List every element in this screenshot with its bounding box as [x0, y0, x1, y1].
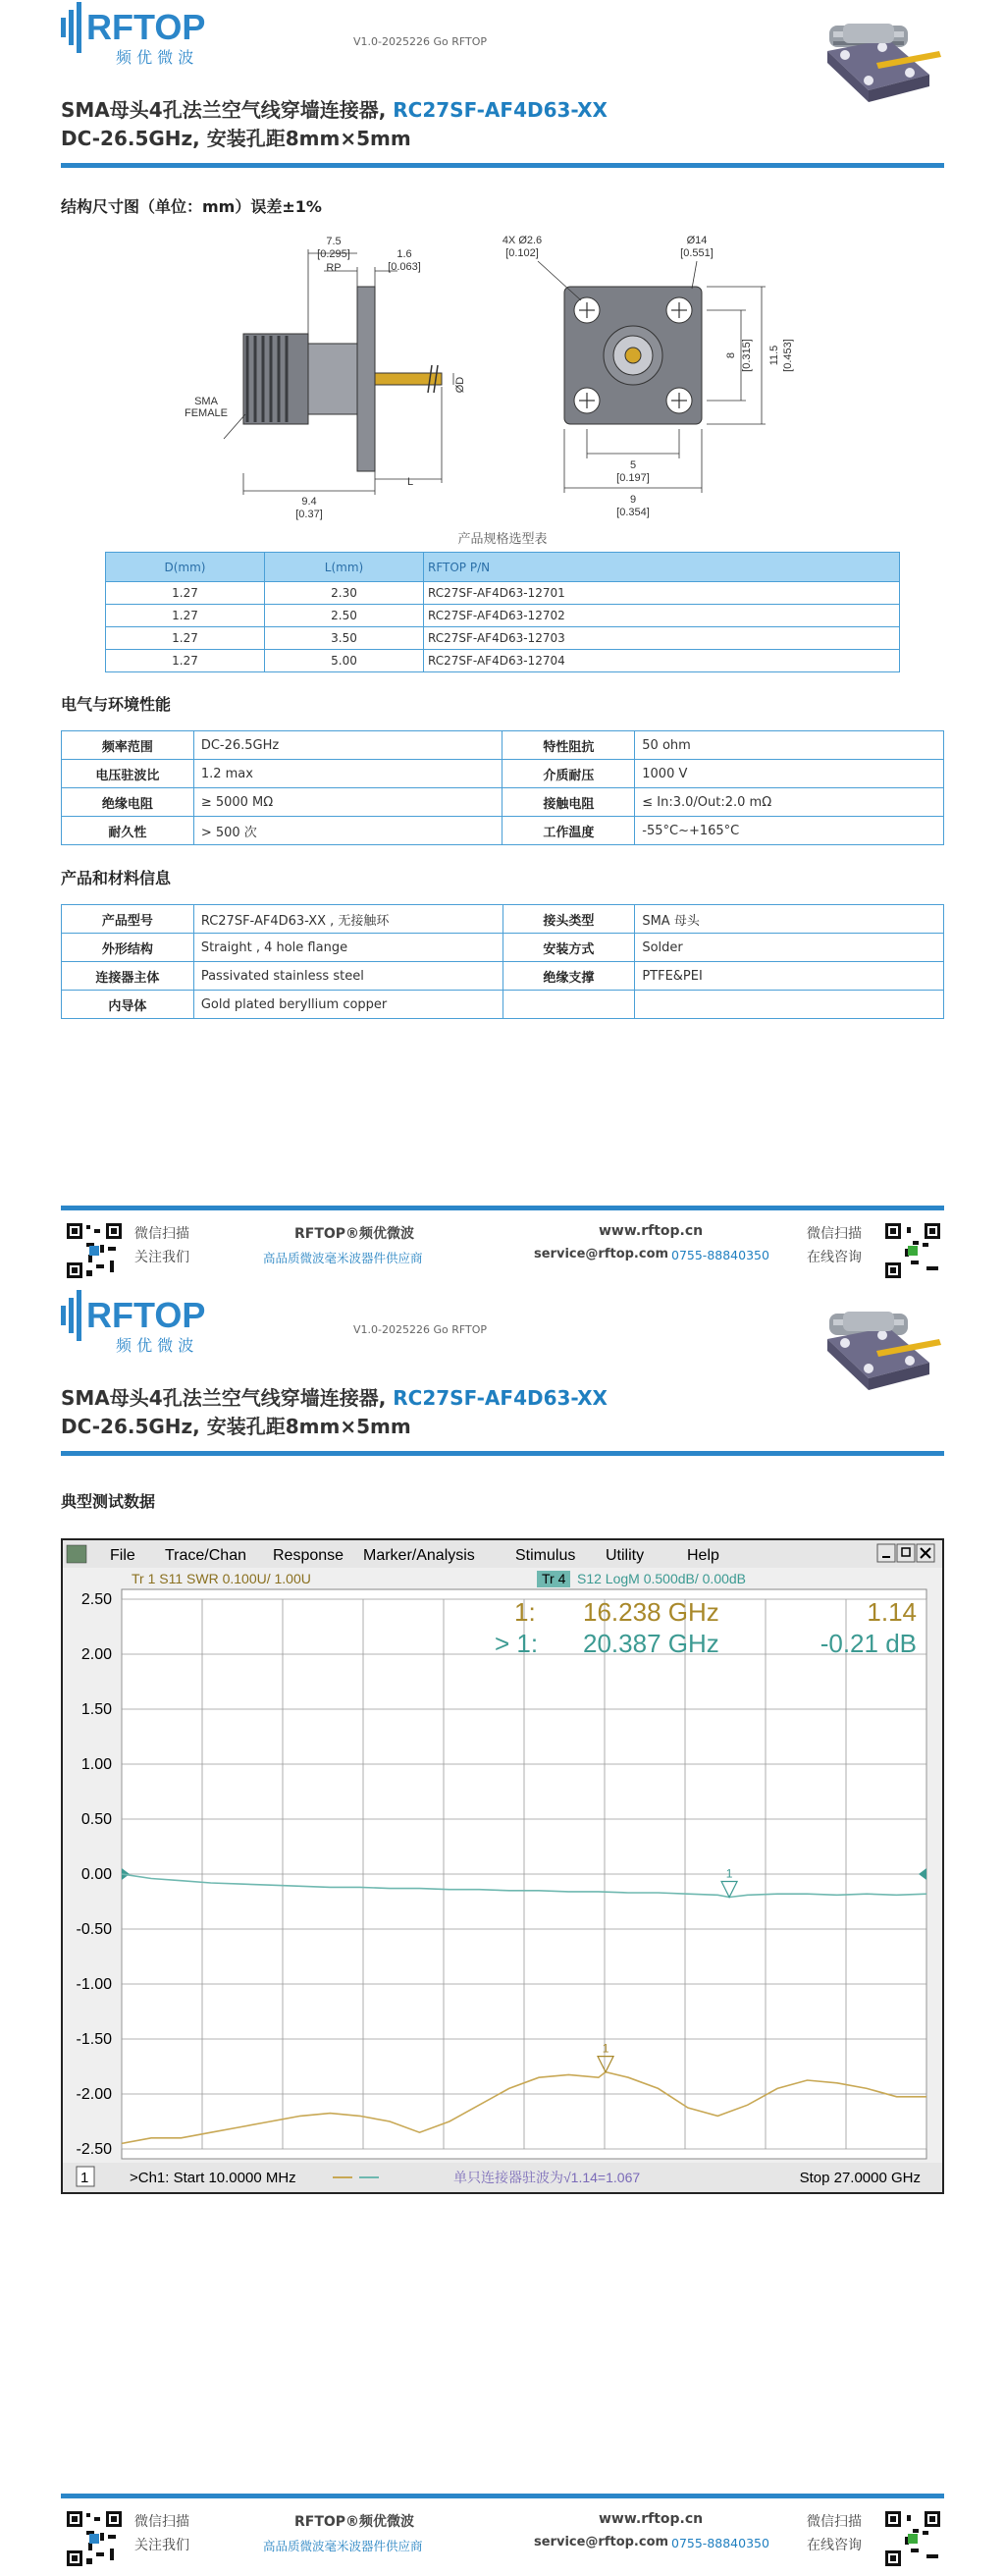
menu-item-stimulus[interactable]: Stimulus	[515, 1547, 576, 1564]
menu-item-trace-chan[interactable]: Trace/Chan	[165, 1547, 246, 1564]
version-text: V1.0-2025226 Go RFTOP	[353, 35, 488, 48]
marker-number: 1	[725, 1866, 733, 1881]
footer-online-consult: 在线咨询	[807, 2538, 862, 2553]
table-row	[62, 760, 944, 788]
title-part-number: RC27SF-AF4D63-XX	[393, 98, 608, 122]
table-row	[62, 731, 944, 760]
dim-7-5: 7.5	[326, 236, 342, 247]
part-number-table	[105, 552, 900, 672]
spec-key	[502, 991, 635, 1019]
app-icon	[67, 1545, 86, 1563]
dim-9-4: 9.4	[301, 496, 317, 508]
table-row	[106, 582, 900, 605]
spec-value: 50 ohm	[635, 731, 944, 760]
window-controls	[877, 1544, 934, 1562]
vna-screenshot	[61, 1538, 944, 2194]
footer-brand: RFTOP®频优微波	[294, 1226, 415, 1242]
logo-brand: RFTOP	[86, 7, 206, 47]
table-cell: 3.50	[265, 627, 424, 650]
footer-wechat-scan-2: 微信扫描	[807, 1226, 862, 1242]
product-subtitle: DC-26.5GHz, 安装孔距8mm×5mm	[61, 127, 411, 150]
trace-4-desc: S12 LogM 0.500dB/ 0.00dB	[577, 1571, 747, 1586]
footer-phone: 0755-88840350	[671, 1248, 769, 1262]
marker-1-label: 1:	[514, 1597, 536, 1627]
dim-9: 9	[629, 494, 637, 506]
spec-key: 产品型号	[62, 905, 194, 934]
footer-website[interactable]: www.rftop.cn	[599, 1223, 704, 1239]
y-tick-label: 1.00	[80, 1756, 112, 1773]
title-part-number: RC27SF-AF4D63-XX	[393, 1386, 608, 1410]
footer-wechat-scan-2: 微信扫描	[807, 2514, 862, 2530]
trace-4-label: Tr 4	[542, 1571, 566, 1586]
label-sma: SMA	[194, 396, 218, 407]
footer-follow-us: 关注我们	[134, 2538, 189, 2553]
spec-value: PTFE&PEI	[635, 962, 944, 991]
table-cell: RC27SF-AF4D63-12702	[424, 605, 900, 627]
table-row	[62, 817, 944, 845]
dim-1-6-inch: [0.063]	[388, 261, 421, 273]
table-cell: 1.27	[106, 650, 265, 672]
vswr-note: 单只连接器驻波为√1.14=1.067	[453, 2170, 641, 2185]
spec-value	[635, 991, 944, 1019]
spec-key: 安装方式	[502, 934, 635, 962]
footer-email[interactable]: service@rftop.com	[534, 1247, 669, 1261]
table-header-row	[106, 553, 900, 582]
footer-slogan: 高品质微波毫米波器件供应商	[263, 1251, 423, 1265]
table-header: RFTOP P/N	[424, 553, 900, 582]
table-cell: RC27SF-AF4D63-12701	[424, 582, 900, 605]
table-cell: 1.27	[106, 627, 265, 650]
spec-value: RC27SF-AF4D63-XX , 无接触环	[193, 905, 502, 934]
table-row	[62, 934, 944, 962]
spec-key: 电压驻波比	[62, 760, 194, 788]
version-text: V1.0-2025226 Go RFTOP	[353, 1323, 488, 1336]
section-title-materials: 产品和材料信息	[61, 869, 172, 887]
spec-key: 绝缘支撑	[502, 962, 635, 991]
footer-wechat-scan: 微信扫描	[134, 1226, 189, 1242]
y-tick-label: -1.00	[76, 1976, 112, 1993]
qr-code-consult[interactable]	[883, 2509, 942, 2568]
spec-value: Straight , 4 hole flange	[193, 934, 502, 962]
trace-1-label: Tr 1 S11 SWR 0.100U/ 1.00U	[132, 1571, 311, 1586]
rftop-logo	[61, 0, 267, 71]
spec-key: 绝缘电阻	[62, 788, 194, 817]
qr-code-consult[interactable]	[883, 1221, 942, 1280]
dimension-drawing	[177, 228, 844, 522]
dim-8-inch: [0.315]	[741, 339, 753, 372]
footer-slogan: 高品质微波毫米波器件供应商	[263, 2539, 423, 2553]
dim-rp: RP	[326, 262, 342, 274]
spec-key: 介质耐压	[502, 760, 635, 788]
dim-od: ØD	[454, 376, 466, 394]
table-row	[62, 905, 944, 934]
spec-key: 接触电阻	[502, 788, 635, 817]
spec-key: 工作温度	[502, 817, 635, 845]
spec-value: Gold plated beryllium copper	[193, 991, 502, 1019]
footer	[61, 1219, 944, 1288]
menu-bar	[110, 1547, 719, 1564]
dim-9-inch: [0.354]	[616, 507, 650, 518]
spec-value: DC-26.5GHz	[193, 731, 502, 760]
spec-value: 1000 V	[635, 760, 944, 788]
footer-email[interactable]: service@rftop.com	[534, 2535, 669, 2549]
dim-flange-inch: [0.551]	[680, 247, 714, 259]
qr-code-follow[interactable]	[65, 1221, 124, 1280]
dim-4x-holes-inch: [0.102]	[505, 247, 539, 259]
spec-value: SMA 母头	[635, 905, 944, 934]
title-prefix: SMA母头4孔法兰空气线穿墙连接器,	[61, 1386, 394, 1410]
electrical-spec-table	[61, 730, 944, 845]
dim-11-5-inch: [0.453]	[782, 339, 794, 372]
dim-11-5: 11.5	[768, 345, 780, 366]
product-image	[820, 12, 947, 130]
y-tick-label: -2.50	[76, 2141, 112, 2158]
table-cell: RC27SF-AF4D63-12704	[424, 650, 900, 672]
dim-7-5-inch: [0.295]	[317, 248, 350, 260]
table-row	[106, 605, 900, 627]
table-row	[62, 788, 944, 817]
footer-rule	[61, 2494, 944, 2498]
header-rule	[61, 163, 944, 168]
spec-key: 外形结构	[62, 934, 194, 962]
product-title	[61, 1382, 608, 1411]
spec-value: Solder	[635, 934, 944, 962]
label-female: FEMALE	[184, 407, 229, 419]
y-tick-label: 0.50	[80, 1811, 112, 1828]
pn-table-caption: 产品规格选型表	[457, 532, 548, 547]
spec-value: ≤ In:3.0/Out:2.0 mΩ	[635, 788, 944, 817]
product-title	[61, 94, 608, 123]
menu-item-file[interactable]: File	[110, 1547, 135, 1564]
logo-brand-cn: 频 优 微 波	[116, 48, 194, 67]
dim-9-4-inch: [0.37]	[295, 509, 323, 520]
footer-brand: RFTOP®频优微波	[294, 2514, 415, 2530]
marker-number: 1	[602, 2041, 609, 2056]
section-title-electrical: 电气与环境性能	[61, 695, 172, 714]
logo-brand-cn: 频 优 微 波	[116, 1336, 194, 1355]
title-prefix: SMA母头4孔法兰空气线穿墙连接器,	[61, 98, 394, 122]
marker-1-value: 1.14	[867, 1597, 917, 1627]
spec-key: 连接器主体	[62, 962, 194, 991]
y-tick-label: 1.50	[80, 1701, 112, 1718]
table-row	[62, 991, 944, 1019]
spec-key: 内导体	[62, 991, 194, 1019]
dim-5-inch: [0.197]	[616, 472, 650, 484]
marker-2-freq: 20.387 GHz	[583, 1629, 719, 1658]
table-cell: 1.27	[106, 605, 265, 627]
spec-value: -55°C~+165°C	[635, 817, 944, 845]
spec-value: 1.2 max	[193, 760, 502, 788]
dim-l: L	[406, 476, 414, 488]
table-cell: RC27SF-AF4D63-12703	[424, 627, 900, 650]
spec-key: 频率范围	[62, 731, 194, 760]
y-tick-label: 2.00	[80, 1646, 112, 1663]
y-tick-label: 2.50	[80, 1591, 112, 1608]
section-title-test-data: 典型测试数据	[61, 1492, 156, 1511]
y-tick-label: 0.00	[80, 1866, 112, 1883]
spec-value: ≥ 5000 MΩ	[193, 788, 502, 817]
dim-5: 5	[629, 459, 637, 471]
table-cell: 1.27	[106, 582, 265, 605]
qr-code-follow[interactable]	[65, 2509, 124, 2568]
vna-chart	[63, 1540, 942, 2192]
spec-value: Passivated stainless steel	[193, 962, 502, 991]
footer-follow-us: 关注我们	[134, 1250, 189, 1265]
dim-8: 8	[725, 351, 737, 359]
spec-key: 接头类型	[502, 905, 635, 934]
product-image	[820, 1300, 947, 1418]
spec-key: 耐久性	[62, 817, 194, 845]
spec-value: > 500 次	[193, 817, 502, 845]
menu-item-marker-analysis[interactable]: Marker/Analysis	[363, 1547, 475, 1564]
menu-item-help[interactable]: Help	[687, 1547, 719, 1564]
rftop-logo	[61, 1288, 267, 1359]
table-cell: 5.00	[265, 650, 424, 672]
marker-1-freq: 16.238 GHz	[583, 1597, 719, 1627]
dim-1-6: 1.6	[397, 248, 412, 260]
section-title-dimensions: 结构尺寸图（单位：mm）误差±1%	[61, 197, 322, 216]
table-header: L(mm)	[265, 553, 424, 582]
y-tick-label: -2.00	[76, 2086, 112, 2103]
table-row	[106, 650, 900, 672]
stop-frequency: Stop 27.0000 GHz	[799, 2170, 921, 2186]
restore-icon[interactable]	[897, 1544, 915, 1562]
footer-rule	[61, 1206, 944, 1210]
table-row	[62, 962, 944, 991]
dim-flange: Ø14	[686, 235, 708, 246]
table-header: D(mm)	[106, 553, 265, 582]
footer-website[interactable]: www.rftop.cn	[599, 2511, 704, 2527]
menu-item-response[interactable]: Response	[273, 1547, 344, 1564]
footer-online-consult: 在线咨询	[807, 1250, 862, 1265]
dim-4x-holes: 4X Ø2.6	[502, 235, 543, 246]
footer	[61, 2507, 944, 2576]
footer-wechat-scan: 微信扫描	[134, 2514, 189, 2530]
logo-brand: RFTOP	[86, 1295, 206, 1335]
table-row	[106, 627, 900, 650]
table-cell: 2.50	[265, 605, 424, 627]
materials-table	[61, 904, 944, 1019]
table-cell: 2.30	[265, 582, 424, 605]
header-rule	[61, 1451, 944, 1456]
marker-2-value: -0.21 dB	[820, 1629, 917, 1658]
spec-key: 特性阻抗	[502, 731, 635, 760]
footer-phone: 0755-88840350	[671, 2536, 769, 2550]
start-frequency: >Ch1: Start 10.0000 MHz	[130, 2170, 296, 2186]
marker-2-label: > 1:	[495, 1629, 539, 1658]
y-tick-label: -0.50	[76, 1921, 112, 1938]
channel-number: 1	[80, 2170, 89, 2186]
minimize-icon[interactable]	[877, 1544, 895, 1562]
y-tick-label: -1.50	[76, 2031, 112, 2048]
product-subtitle: DC-26.5GHz, 安装孔距8mm×5mm	[61, 1415, 411, 1438]
menu-item-utility[interactable]: Utility	[606, 1547, 645, 1564]
